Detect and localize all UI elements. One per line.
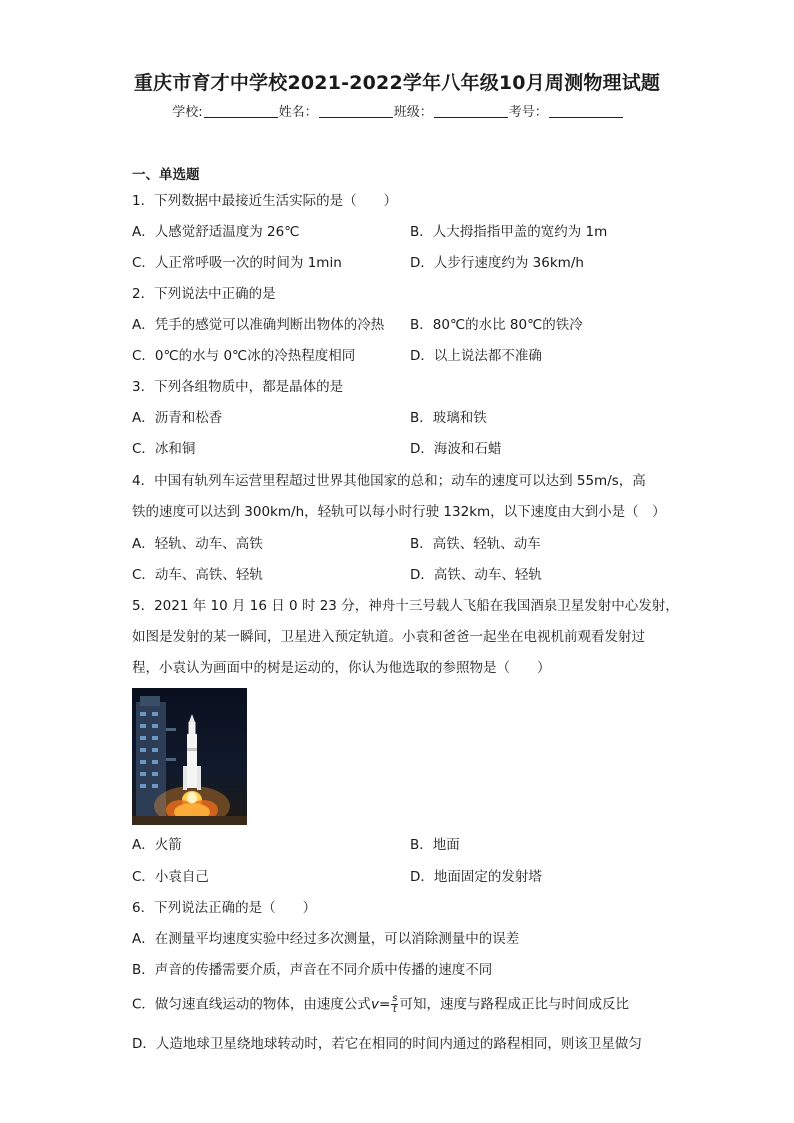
school-blank[interactable] <box>204 105 278 118</box>
q1-option-b: B．人大拇指指甲盖的宽约为 1m <box>410 224 608 240</box>
class-label: 班级： <box>393 105 433 120</box>
q6-option-c <box>132 994 629 1015</box>
q3-option-d: D．海波和石蜡 <box>410 441 502 457</box>
q6-stem: 6．下列说法正确的是（ ） <box>132 900 317 916</box>
q4-option-a: A．轻轨、动车、高铁 <box>132 536 263 552</box>
q2-option-d: D．以上说法都不准确 <box>410 348 542 364</box>
number-blank[interactable] <box>549 105 623 118</box>
class-blank[interactable] <box>434 105 508 118</box>
section-title: 一、单选题 <box>132 167 200 183</box>
name-blank[interactable] <box>319 105 393 118</box>
q5-option-c: C．小袁自己 <box>132 869 209 885</box>
q4-stem-line2: 铁的速度可以达到 300km/h，轻轨可以每小时行驶 132km，以下速度由大到小是（ ） <box>132 504 666 520</box>
q1-stem: 1．下列数据中最接近生活实际的是（ ） <box>132 193 398 209</box>
school-label: 学校: <box>172 105 203 120</box>
q5-option-d: D．地面固定的发射塔 <box>410 869 542 885</box>
fraction-denominator: t <box>392 1004 397 1015</box>
q6-option-c-text-pre: C．做匀速直线运动的物体，由速度公式 <box>132 996 371 1013</box>
student-info-row <box>0 101 794 120</box>
fraction-numerator: s <box>392 993 398 1004</box>
q2-stem: 2．下列说法中正确的是 <box>132 286 276 302</box>
q5-option-b: B．地面 <box>410 837 460 853</box>
q5-stem-line3: 程，小袁认为画面中的树是运动的，你认为他选取的参照物是（ ） <box>132 660 551 676</box>
q1-option-d: D．人步行速度约为 36km/h <box>410 255 584 271</box>
page-title: 重庆市育才中学校2021-2022学年八年级10月周测物理试题 <box>133 72 661 94</box>
q3-stem: 3．下列各组物质中，都是晶体的是 <box>132 379 344 395</box>
formula-equals: = <box>378 996 391 1013</box>
formula-fraction <box>391 994 398 1015</box>
q5-stem-line1: 5．2021 年 10 月 16 日 0 时 23 分，神舟十三号载人飞船在我国酒泉卫星发射中心发射， <box>132 598 679 614</box>
q4-option-d: D．高铁、动车、轻轨 <box>410 567 542 583</box>
q6-option-d: D．人造地球卫星绕地球转动时，若它在相同的时间内通过的路程相同，则该卫星做匀 <box>132 1036 642 1052</box>
formula-variable-v: v <box>370 996 379 1013</box>
q3-option-a: A．沥青和松香 <box>132 410 223 426</box>
q5-option-a: A．火箭 <box>132 837 182 853</box>
q2-option-c: C．0℃的水与 0℃冰的冷热程度相同 <box>132 348 356 364</box>
q3-option-b: B．玻璃和铁 <box>410 410 487 426</box>
q6-option-c-text-post: 可知，速度与路程成正比与时间成反比 <box>399 996 629 1013</box>
q6-option-b: B．声音的传播需要介质，声音在不同介质中传播的速度不同 <box>132 962 493 978</box>
q6-option-a: A．在测量平均速度实验中经过多次测量，可以消除测量中的误差 <box>132 931 520 947</box>
q2-option-a: A．凭手的感觉可以准确判断出物体的冷热 <box>132 317 385 333</box>
q4-stem-line1: 4．中国有轨列车运营里程超过世界其他国家的总和；动车的速度可以达到 55m/s，高 <box>132 473 646 489</box>
name-label: 姓名： <box>278 105 318 120</box>
q1-option-a: A．人感觉舒适温度为 26℃ <box>132 224 300 240</box>
q1-option-c: C．人正常呼吸一次的时间为 1min <box>132 255 342 271</box>
q4-option-b: B．高铁、轻轨、动车 <box>410 536 541 552</box>
q2-option-b: B．80℃的水比 80℃的铁冷 <box>410 317 583 333</box>
q3-option-c: C．冰和铜 <box>132 441 196 457</box>
number-label: 考号： <box>508 105 548 120</box>
rocket-launch-image <box>132 688 247 825</box>
rocket-launch-illustration <box>132 688 247 825</box>
q4-option-c: C．动车、高铁、轻轨 <box>132 567 263 583</box>
q5-stem-line2: 如图是发射的某一瞬间，卫星进入预定轨道。小袁和爸爸一起坐在电视机前观看发射过 <box>132 629 645 645</box>
